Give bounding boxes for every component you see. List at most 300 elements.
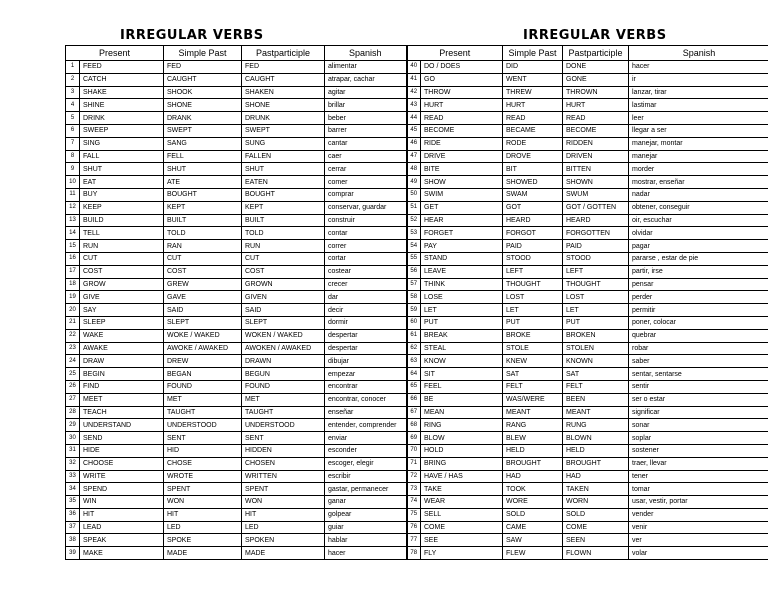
right-simple-past-cell: PUT — [503, 316, 563, 329]
left-num-cell: 1 — [66, 61, 80, 74]
left-spanish-cell: dar — [325, 291, 407, 304]
table-row — [66, 137, 768, 150]
right-present-cell: FORGET — [421, 227, 503, 240]
right-past-participle-cell: COME — [563, 521, 629, 534]
left-past-participle-cell: WRITTEN — [242, 470, 325, 483]
left-present-cell: WAKE — [80, 329, 164, 342]
left-past-participle-cell: TOLD — [242, 227, 325, 240]
left-spanish-cell: barrer — [325, 124, 407, 137]
right-past-participle-cell: SAT — [563, 368, 629, 381]
left-past-participle-cell: WOKEN / WAKED — [242, 329, 325, 342]
right-spanish-cell: nadar — [629, 188, 768, 201]
right-present-cell: FLY — [421, 547, 503, 560]
left-num-cell: 29 — [66, 419, 80, 432]
left-spanish-cell: despertar — [325, 342, 407, 355]
right-simple-past-cell: FORGOT — [503, 227, 563, 240]
table-row — [66, 86, 768, 99]
right-spanish-cell: olvidar — [629, 227, 768, 240]
left-simple-past-cell: SAID — [164, 304, 242, 317]
right-num-cell: 53 — [407, 227, 421, 240]
right-past-participle-cell: PAID — [563, 240, 629, 253]
right-simple-past-cell: WENT — [503, 73, 563, 86]
right-spanish-cell: pararse , estar de pie — [629, 252, 768, 265]
left-num-cell: 31 — [66, 444, 80, 457]
left-num-cell: 22 — [66, 329, 80, 342]
right-past-participle-cell: WORN — [563, 496, 629, 509]
right-present-cell: RING — [421, 419, 503, 432]
left-spanish-cell: cerrar — [325, 163, 407, 176]
right-spanish-cell: poner, colocar — [629, 316, 768, 329]
right-simple-past-cell: BROUGHT — [503, 457, 563, 470]
left-past-participle-cell: SPOKEN — [242, 534, 325, 547]
table-row — [66, 265, 768, 278]
right-simple-past-cell: BIT — [503, 163, 563, 176]
right-present-cell: STAND — [421, 252, 503, 265]
left-present-cell: CATCH — [80, 73, 164, 86]
table-row — [66, 61, 768, 74]
left-num-cell: 12 — [66, 201, 80, 214]
left-num-cell: 23 — [66, 342, 80, 355]
right-spanish-cell: llegar a ser — [629, 124, 768, 137]
right-spanish-cell: sentar, sentarse — [629, 368, 768, 381]
left-num-cell: 27 — [66, 393, 80, 406]
right-past-participle-cell: FELT — [563, 380, 629, 393]
right-num-cell: 40 — [407, 61, 421, 74]
right-num-cell: 63 — [407, 355, 421, 368]
left-past-participle-cell: BOUGHT — [242, 188, 325, 201]
right-num-cell: 58 — [407, 291, 421, 304]
left-past-participle-cell: FED — [242, 61, 325, 74]
left-spanish-cell: atrapar, cachar — [325, 73, 407, 86]
right-present-cell: LOSE — [421, 291, 503, 304]
left-present-cell: SAY — [80, 304, 164, 317]
right-past-participle-cell: LEFT — [563, 265, 629, 278]
right-past-participle-cell: HEARD — [563, 214, 629, 227]
right-simple-past-cell: RODE — [503, 137, 563, 150]
right-past-participle-cell: SHOWN — [563, 176, 629, 189]
left-past-participle-cell: UNDERSTOOD — [242, 419, 325, 432]
left-num-cell: 5 — [66, 112, 80, 125]
right-present-cell: DRIVE — [421, 150, 503, 163]
left-simple-past-cell: CAUGHT — [164, 73, 242, 86]
right-simple-past-cell: LEFT — [503, 265, 563, 278]
left-simple-past-cell: COST — [164, 265, 242, 278]
right-spanish-cell: oir, escuchar — [629, 214, 768, 227]
left-present-cell: SHINE — [80, 99, 164, 112]
left-simple-past-cell: BEGAN — [164, 368, 242, 381]
left-past-participle-cell: SPENT — [242, 483, 325, 496]
table-row — [66, 419, 768, 432]
table-row — [66, 380, 768, 393]
right-spanish-cell: lanzar, tirar — [629, 86, 768, 99]
left-present-cell: BEGIN — [80, 368, 164, 381]
right-present-cell: LET — [421, 304, 503, 317]
left-spanish-cell: golpear — [325, 508, 407, 521]
left-past-participle-cell: SHAKEN — [242, 86, 325, 99]
left-past-participle-cell: SENT — [242, 432, 325, 445]
left-past-participle-cell: TAUGHT — [242, 406, 325, 419]
left-spanish-cell: encontrar, conocer — [325, 393, 407, 406]
table-row — [66, 470, 768, 483]
right-num-cell: 48 — [407, 163, 421, 176]
table-row — [66, 214, 768, 227]
right-past-participle-cell: STOLEN — [563, 342, 629, 355]
left-simple-past-cell: SPOKE — [164, 534, 242, 547]
left-spanish-cell: construir — [325, 214, 407, 227]
left-num-cell: 17 — [66, 265, 80, 278]
left-num-cell: 16 — [66, 252, 80, 265]
left-present-cell: DRINK — [80, 112, 164, 125]
right-num-cell: 44 — [407, 112, 421, 125]
header-present-right: Present — [407, 46, 503, 61]
right-num-cell: 55 — [407, 252, 421, 265]
left-spanish-cell: dormir — [325, 316, 407, 329]
right-num-cell: 66 — [407, 393, 421, 406]
right-spanish-cell: manejar, montar — [629, 137, 768, 150]
right-num-cell: 56 — [407, 265, 421, 278]
left-present-cell: TELL — [80, 227, 164, 240]
left-past-participle-cell: BEGUN — [242, 368, 325, 381]
left-num-cell: 36 — [66, 508, 80, 521]
right-present-cell: MEAN — [421, 406, 503, 419]
right-present-cell: READ — [421, 112, 503, 125]
left-spanish-cell: cantar — [325, 137, 407, 150]
right-num-cell: 62 — [407, 342, 421, 355]
right-simple-past-cell: WORE — [503, 496, 563, 509]
left-num-cell: 21 — [66, 316, 80, 329]
left-past-participle-cell: LED — [242, 521, 325, 534]
left-present-cell: FALL — [80, 150, 164, 163]
right-present-cell: PUT — [421, 316, 503, 329]
right-num-cell: 50 — [407, 188, 421, 201]
left-past-participle-cell: CUT — [242, 252, 325, 265]
left-num-cell: 14 — [66, 227, 80, 240]
right-past-participle-cell: RIDDEN — [563, 137, 629, 150]
left-spanish-cell: hablar — [325, 534, 407, 547]
right-past-participle-cell: SWUM — [563, 188, 629, 201]
right-simple-past-cell: WAS/WERE — [503, 393, 563, 406]
table-row — [66, 99, 768, 112]
left-num-cell: 28 — [66, 406, 80, 419]
left-present-cell: SPEND — [80, 483, 164, 496]
left-spanish-cell: alimentar — [325, 61, 407, 74]
left-num-cell: 26 — [66, 380, 80, 393]
right-num-cell: 60 — [407, 316, 421, 329]
right-spanish-cell: ir — [629, 73, 768, 86]
left-spanish-cell: costear — [325, 265, 407, 278]
left-num-cell: 7 — [66, 137, 80, 150]
left-present-cell: AWAKE — [80, 342, 164, 355]
left-num-cell: 18 — [66, 278, 80, 291]
left-num-cell: 3 — [66, 86, 80, 99]
left-num-cell: 19 — [66, 291, 80, 304]
right-past-participle-cell: DONE — [563, 61, 629, 74]
left-past-participle-cell: FALLEN — [242, 150, 325, 163]
header-present-left: Present — [66, 46, 164, 61]
left-simple-past-cell: BUILT — [164, 214, 242, 227]
right-num-cell: 51 — [407, 201, 421, 214]
table-row — [66, 201, 768, 214]
table-row — [66, 355, 768, 368]
right-spanish-cell: soplar — [629, 432, 768, 445]
right-spanish-cell: tener — [629, 470, 768, 483]
left-past-participle-cell: GIVEN — [242, 291, 325, 304]
right-past-participle-cell: HELD — [563, 444, 629, 457]
left-past-participle-cell: HIDDEN — [242, 444, 325, 457]
left-spanish-cell: enseñar — [325, 406, 407, 419]
left-simple-past-cell: MET — [164, 393, 242, 406]
table-row — [66, 368, 768, 381]
right-past-participle-cell: BITTEN — [563, 163, 629, 176]
right-simple-past-cell: READ — [503, 112, 563, 125]
right-past-participle-cell: LOST — [563, 291, 629, 304]
right-num-cell: 52 — [407, 214, 421, 227]
right-simple-past-cell: SOLD — [503, 508, 563, 521]
right-present-cell: THINK — [421, 278, 503, 291]
right-past-participle-cell: GONE — [563, 73, 629, 86]
header-spanish-right: Spanish — [629, 46, 768, 61]
right-spanish-cell: ser o estar — [629, 393, 768, 406]
right-simple-past-cell: GOT — [503, 201, 563, 214]
right-simple-past-cell: LOST — [503, 291, 563, 304]
left-past-participle-cell: EATEN — [242, 176, 325, 189]
left-simple-past-cell: DREW — [164, 355, 242, 368]
right-simple-past-cell: CAME — [503, 521, 563, 534]
right-num-cell: 73 — [407, 483, 421, 496]
left-spanish-cell: enviar — [325, 432, 407, 445]
table-row — [66, 188, 768, 201]
left-num-cell: 9 — [66, 163, 80, 176]
right-past-participle-cell: READ — [563, 112, 629, 125]
right-present-cell: BRING — [421, 457, 503, 470]
right-present-cell: SELL — [421, 508, 503, 521]
left-spanish-cell: comprar — [325, 188, 407, 201]
right-past-participle-cell: BROUGHT — [563, 457, 629, 470]
left-num-cell: 2 — [66, 73, 80, 86]
left-present-cell: LEAD — [80, 521, 164, 534]
right-num-cell: 65 — [407, 380, 421, 393]
left-num-cell: 25 — [66, 368, 80, 381]
left-spanish-cell: conservar, guardar — [325, 201, 407, 214]
right-simple-past-cell: STOOD — [503, 252, 563, 265]
right-simple-past-cell: BECAME — [503, 124, 563, 137]
table-row — [66, 316, 768, 329]
right-spanish-cell: pagar — [629, 240, 768, 253]
left-spanish-cell: escribir — [325, 470, 407, 483]
left-simple-past-cell: SHONE — [164, 99, 242, 112]
header-row — [66, 46, 768, 61]
left-spanish-cell: dibujar — [325, 355, 407, 368]
right-simple-past-cell: KNEW — [503, 355, 563, 368]
right-past-participle-cell: SEEN — [563, 534, 629, 547]
table-row — [66, 521, 768, 534]
table-row — [66, 483, 768, 496]
left-simple-past-cell: SHOOK — [164, 86, 242, 99]
left-present-cell: GROW — [80, 278, 164, 291]
right-present-cell: GET — [421, 201, 503, 214]
right-num-cell: 72 — [407, 470, 421, 483]
right-num-cell: 57 — [407, 278, 421, 291]
left-present-cell: SLEEP — [80, 316, 164, 329]
right-spanish-cell: mostrar, enseñar — [629, 176, 768, 189]
table-row — [66, 227, 768, 240]
header-simple-past-left: Simple Past — [164, 46, 242, 61]
left-present-cell: BUILD — [80, 214, 164, 227]
right-present-cell: GO — [421, 73, 503, 86]
right-spanish-cell: venir — [629, 521, 768, 534]
left-spanish-cell: guiar — [325, 521, 407, 534]
table-row — [66, 112, 768, 125]
right-num-cell: 59 — [407, 304, 421, 317]
right-spanish-cell: partir, irse — [629, 265, 768, 278]
left-spanish-cell: entender, comprender — [325, 419, 407, 432]
right-spanish-cell: permitir — [629, 304, 768, 317]
left-spanish-cell: crecer — [325, 278, 407, 291]
left-present-cell: SWEEP — [80, 124, 164, 137]
table-row — [66, 252, 768, 265]
right-num-cell: 54 — [407, 240, 421, 253]
left-spanish-cell: cortar — [325, 252, 407, 265]
table-row — [66, 291, 768, 304]
right-num-cell: 76 — [407, 521, 421, 534]
right-present-cell: BE — [421, 393, 503, 406]
table-row — [66, 124, 768, 137]
right-spanish-cell: pensar — [629, 278, 768, 291]
right-simple-past-cell: MEANT — [503, 406, 563, 419]
left-spanish-cell: correr — [325, 240, 407, 253]
left-simple-past-cell: SENT — [164, 432, 242, 445]
right-past-participle-cell: PUT — [563, 316, 629, 329]
left-present-cell: CHOOSE — [80, 457, 164, 470]
right-present-cell: HURT — [421, 99, 503, 112]
left-present-cell: SHAKE — [80, 86, 164, 99]
left-past-participle-cell: SAID — [242, 304, 325, 317]
table-row — [66, 534, 768, 547]
left-present-cell: CUT — [80, 252, 164, 265]
right-present-cell: RIDE — [421, 137, 503, 150]
left-num-cell: 38 — [66, 534, 80, 547]
title-right: IRREGULAR VERBS — [523, 28, 667, 43]
left-present-cell: HIT — [80, 508, 164, 521]
right-present-cell: KNOW — [421, 355, 503, 368]
left-simple-past-cell: SANG — [164, 137, 242, 150]
right-present-cell: LEAVE — [421, 265, 503, 278]
right-num-cell: 61 — [407, 329, 421, 342]
right-spanish-cell: manejar — [629, 150, 768, 163]
right-num-cell: 78 — [407, 547, 421, 560]
left-num-cell: 35 — [66, 496, 80, 509]
left-spanish-cell: beber — [325, 112, 407, 125]
left-present-cell: BUY — [80, 188, 164, 201]
right-past-participle-cell: STOOD — [563, 252, 629, 265]
left-present-cell: GIVE — [80, 291, 164, 304]
left-spanish-cell: empezar — [325, 368, 407, 381]
left-spanish-cell: brillar — [325, 99, 407, 112]
left-simple-past-cell: MADE — [164, 547, 242, 560]
left-simple-past-cell: FED — [164, 61, 242, 74]
table-row — [66, 176, 768, 189]
right-present-cell: SIT — [421, 368, 503, 381]
right-num-cell: 70 — [407, 444, 421, 457]
right-past-participle-cell: GOT / GOTTEN — [563, 201, 629, 214]
table-row — [66, 342, 768, 355]
left-present-cell: MEET — [80, 393, 164, 406]
left-spanish-cell: caer — [325, 150, 407, 163]
right-simple-past-cell: SHOWED — [503, 176, 563, 189]
left-simple-past-cell: UNDERSTOOD — [164, 419, 242, 432]
left-past-participle-cell: HIT — [242, 508, 325, 521]
right-past-participle-cell: THROWN — [563, 86, 629, 99]
right-simple-past-cell: SAT — [503, 368, 563, 381]
right-simple-past-cell: THREW — [503, 86, 563, 99]
right-simple-past-cell: SAW — [503, 534, 563, 547]
right-simple-past-cell: RANG — [503, 419, 563, 432]
table-row — [66, 406, 768, 419]
left-simple-past-cell: TOLD — [164, 227, 242, 240]
left-simple-past-cell: ATE — [164, 176, 242, 189]
right-spanish-cell: tomar — [629, 483, 768, 496]
left-present-cell: SEND — [80, 432, 164, 445]
left-past-participle-cell: MET — [242, 393, 325, 406]
right-simple-past-cell: DROVE — [503, 150, 563, 163]
left-num-cell: 39 — [66, 547, 80, 560]
table-row — [66, 329, 768, 342]
right-spanish-cell: traer, llevar — [629, 457, 768, 470]
table-row — [66, 547, 768, 560]
left-simple-past-cell: AWOKE / AWAKED — [164, 342, 242, 355]
left-past-participle-cell: SWEPT — [242, 124, 325, 137]
right-num-cell: 47 — [407, 150, 421, 163]
table-row — [66, 240, 768, 253]
right-present-cell: PAY — [421, 240, 503, 253]
left-past-participle-cell: MADE — [242, 547, 325, 560]
left-past-participle-cell: AWOKEN / AWAKED — [242, 342, 325, 355]
right-num-cell: 42 — [407, 86, 421, 99]
table-row — [66, 73, 768, 86]
left-past-participle-cell: GROWN — [242, 278, 325, 291]
left-past-participle-cell: SLEPT — [242, 316, 325, 329]
left-num-cell: 30 — [66, 432, 80, 445]
right-present-cell: DO / DOES — [421, 61, 503, 74]
left-present-cell: SPEAK — [80, 534, 164, 547]
right-simple-past-cell: SWAM — [503, 188, 563, 201]
left-spanish-cell: despertar — [325, 329, 407, 342]
left-num-cell: 32 — [66, 457, 80, 470]
right-past-participle-cell: SOLD — [563, 508, 629, 521]
left-simple-past-cell: TAUGHT — [164, 406, 242, 419]
right-num-cell: 64 — [407, 368, 421, 381]
table-row — [66, 508, 768, 521]
right-simple-past-cell: DID — [503, 61, 563, 74]
left-spanish-cell: gastar, permanecer — [325, 483, 407, 496]
left-present-cell: SHUT — [80, 163, 164, 176]
left-present-cell: COST — [80, 265, 164, 278]
right-spanish-cell: hacer — [629, 61, 768, 74]
left-spanish-cell: contar — [325, 227, 407, 240]
right-spanish-cell: perder — [629, 291, 768, 304]
right-simple-past-cell: LET — [503, 304, 563, 317]
table-row — [66, 163, 768, 176]
right-spanish-cell: leer — [629, 112, 768, 125]
right-spanish-cell: lastimar — [629, 99, 768, 112]
right-num-cell: 68 — [407, 419, 421, 432]
right-simple-past-cell: FLEW — [503, 547, 563, 560]
table-row — [66, 496, 768, 509]
left-past-participle-cell: SUNG — [242, 137, 325, 150]
left-simple-past-cell: GREW — [164, 278, 242, 291]
left-present-cell: WRITE — [80, 470, 164, 483]
right-num-cell: 67 — [407, 406, 421, 419]
